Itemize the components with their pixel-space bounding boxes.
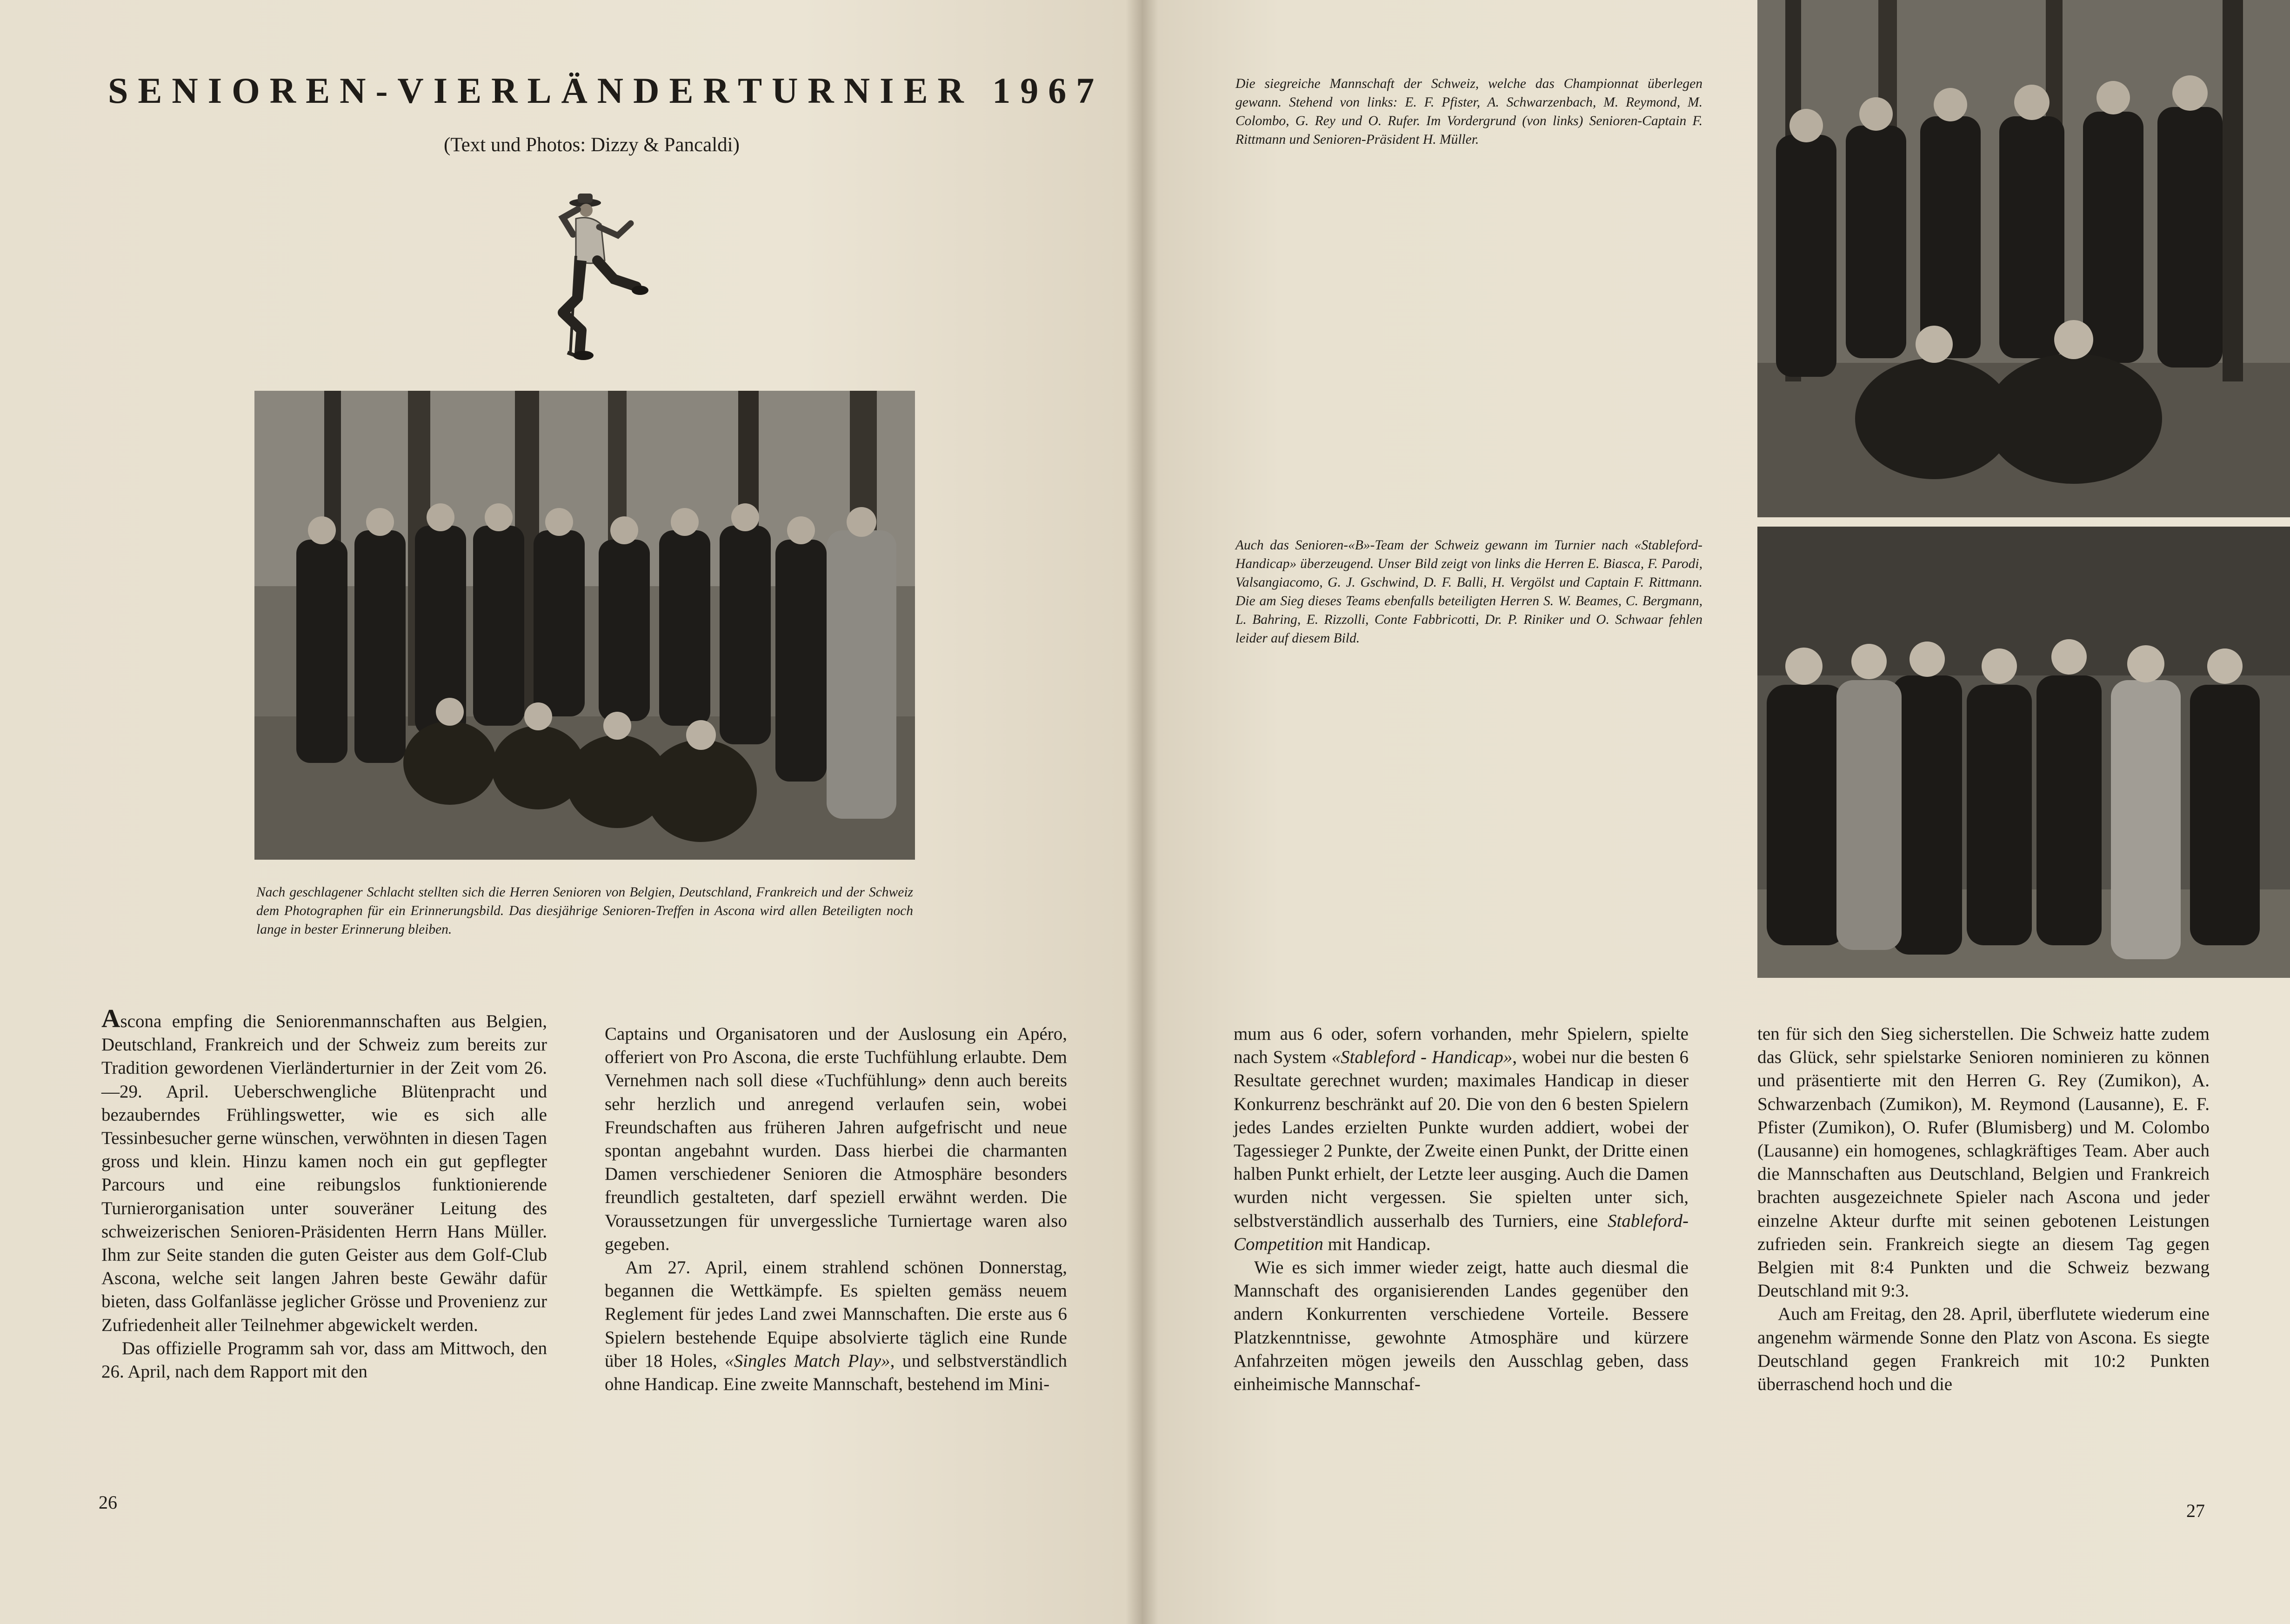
col2-paragraph-2-text-b: , und selbstverständlich ohne Handicap. Eine zweite Mannschaft, bestehend im Mini-: [605, 1350, 1067, 1395]
swiss-b-team-photo: [1757, 527, 2290, 978]
col1-paragraph-2: Das offizielle Programm sah vor, dass am Mittwoch, den 26. April, nach dem Rapport mit den: [101, 1338, 547, 1382]
photo-credit: (Text und Photos: Dizzy & Pancaldi): [444, 134, 740, 156]
left-column-2: [605, 1023, 1067, 1396]
col3-paragraph-2: Wie es sich immer wieder zeigt, hatte auch diesmal die Mannschaft des organisierenden Landes gegenüber den andern Konkurrenten verschiedene Vorteile. Bessere Platzkenntnisse, gewohnte Atmosphäre und kürzere Anfahrzeiten mögen jeweils den Ausschlag geben, dass einheimische Mannschaf-: [1234, 1257, 1689, 1395]
swiss-team-photo-caption: Die siegreiche Mannschaft der Schweiz, welche das Championnat überlegen gewann. Stehend von links: E. F. Pfister, A. Schwarzenbach, M. Reymond, M. Colombo, G. Rey und O. Rufer. Im Vordergrund (von links) Senioren-Captain F. Rittmann und Senioren-Präsident H. Müller.: [1235, 76, 1702, 147]
page-number-left: 26: [99, 1492, 117, 1513]
book-gutter: [1126, 0, 1158, 1624]
golfer-cartoon-image: [535, 191, 661, 363]
col2-paragraph-2-emphasis: «Singles Match Play»: [725, 1350, 890, 1371]
page-number-right: 27: [2186, 1500, 2205, 1521]
col1-paragraph-1: scona empfing die Seniorenmannschaften aus Belgien, Deutschland, Frankreich und der Schweiz zum bereits zur Tradition gewordenen Vierländerturnier in der Zeit vom 26.—29. April. Ueberschwengliche Blütenpracht und bezauberndes Frühlingswetter, wie es sich alle Tessinbesucher gerne wünschen, verwöhnten in diesen Tagen gross und klein. Hinzu kamen noch ein gut gepflegter Parcours und eine reibungslos funktionierende Turnierorganisation unter souveräner Leitung des schweizerischen Senioren-Präsidenten Herrn Hans Müller. Ihm zur Seite standen die guten Geister aus dem Golf-Club Ascona, welche seit langen Jahren beste Gewähr dafür bieten, dass Golfanlässe jeglicher Grösse und Provenienz zur Zufriedenheit aller Teilnehmer abgewickelt werden.: [101, 1011, 547, 1335]
col2-paragraph-2: [605, 1256, 1067, 1396]
drop-cap: A: [101, 1004, 120, 1033]
col2-paragraph-1: Captains und Organisatoren und der Auslosung ein Apéro, offeriert von Pro Ascona, die erste Tuchfühlung erlaubte. Dem Vernehmen nach soll diese «Tuchfühlung» denn auch bereits sehr herzlich und anregend verlaufen sein, wobei Freundschaften aus früheren Jahren aufgefrischt und neue spontan angebahnt wurden. Dass hierbei die charmanten Damen verschiedener Senioren die Atmosphäre besonders freundlich gestalteten, darf speziell erwähnt werden. Die Voraussetzungen für unvergessliche Turniertage waren also gegeben.: [605, 1024, 1067, 1254]
col2-paragraph-2-text-a: Am 27. April, einem strahlend schönen Donnerstag, begannen die Wettkämpfe. Es spielten gemäss neuem Reglement für jedes Land zwei Mannschaften. Die erste aus 6 Spielern bestehende Equipe absolvierte täglich eine Runde über 18 Holes,: [605, 1257, 1067, 1371]
col3-paragraph-1-emphasis-2: Stableford-Competition: [1234, 1210, 1689, 1254]
left-column-1: [101, 1004, 547, 1383]
col4-paragraph-1: ten für sich den Sieg sicherstellen. Die Schweiz hatte zudem das Glück, sehr spielstarke Senioren nominieren zu können und präsentierte mit den Herren G. Rey (Zumikon), A. Schwarzenbach (Zumikon), M. Reymond (Lausanne), E. F. Pfister (Zumikon), O. Rufer (Blumisberg) und M. Colombo (Lausanne) ein homogenes, schlagkräftiges Team. Aber auch die Mannschaften aus Deutschland, Belgien und Frankreich brachten ausgezeichnete Spieler nach Ascona und jeder einzelne Akteur durfte mit seinen gebotenen Leistungen zufrieden sein. Frankreich siegte an diesem Tag gegen Belgien mit 8:4 Punkten und die Schweiz bezwang Deutschland mit 9:3.: [1757, 1024, 2210, 1301]
col3-paragraph-1-text-b: , wobei nur die besten 6 Resultate gerechnet wurden; maximales Handicap in dieser Konkurrenz beschränkt auf 20. Die von den 6 besten Spielern jedes Landes erzielten Punkte wurden addiert, wobei der Tagessieger 2 Punkte, der Zweite einen Punkt, der Dritte einen halben Punkt erhielt, der Letzte leer ausging. Auch die Damen wurden nicht vergessen. Sie spielten unter sich, selbstverständlich ausserhalb des Turniers, eine: [1234, 1047, 1689, 1231]
group-photo-caption: Nach geschlagener Schlacht stellten sich die Herren Senioren von Belgien, Deutschland, Frankreich und der Schweiz dem Photographen für ein Erinnerungsbild. Das diesjährige Senioren-Treffen in Ascona wird allen Beteiligten noch lange in bester Erinnerung bleiben.: [256, 885, 913, 937]
col4-paragraph-2: Auch am Freitag, den 28. April, überflutete wiederum eine angenehm wärmende Sonne den Platz von Ascona. Es siegte Deutschland gegen Frankreich mit 10:2 Punkten überraschend hoch und die: [1757, 1304, 2210, 1395]
col3-paragraph-1-text-a: mum aus 6 oder, sofern vorhanden, mehr Spielern, spielte nach System: [1234, 1024, 1689, 1068]
col3-paragraph-1-text-c: mit Handicap.: [1323, 1234, 1431, 1254]
col3-paragraph-1-emphasis: «Stableford - Handicap»: [1331, 1047, 1513, 1068]
b-team-photo-caption: Auch das Senioren-«B»-Team der Schweiz gewann im Turnier nach «Stableford-Handicap» überzeugend. Unser Bild zeigt von links die Herren E. Biasca, F. Parodi, Valsangiacomo, G. J. Gschwind, D. F. Balli, H. Vergölst und Captain F. Rittmann. Die am Sieg dieses Teams ebenfalls beteiligten Herren S. W. Beames, C. Bergmann, L. Bahring, E. Rizzolli, Conte Fabbricotti, Dr. P. Riniker und O. Schwaar fehlen leider auf diesem Bild.: [1235, 538, 1702, 646]
right-column-2: [1757, 1023, 2210, 1396]
article-title: SENIOREN-VIERLÄNDERTURNIER 1967: [108, 70, 1104, 111]
right-column-1: [1234, 1023, 1689, 1396]
swiss-winning-team-photo: [1757, 0, 2290, 517]
col3-paragraph-1: [1234, 1023, 1689, 1256]
group-photo-senior-teams: [254, 391, 915, 860]
